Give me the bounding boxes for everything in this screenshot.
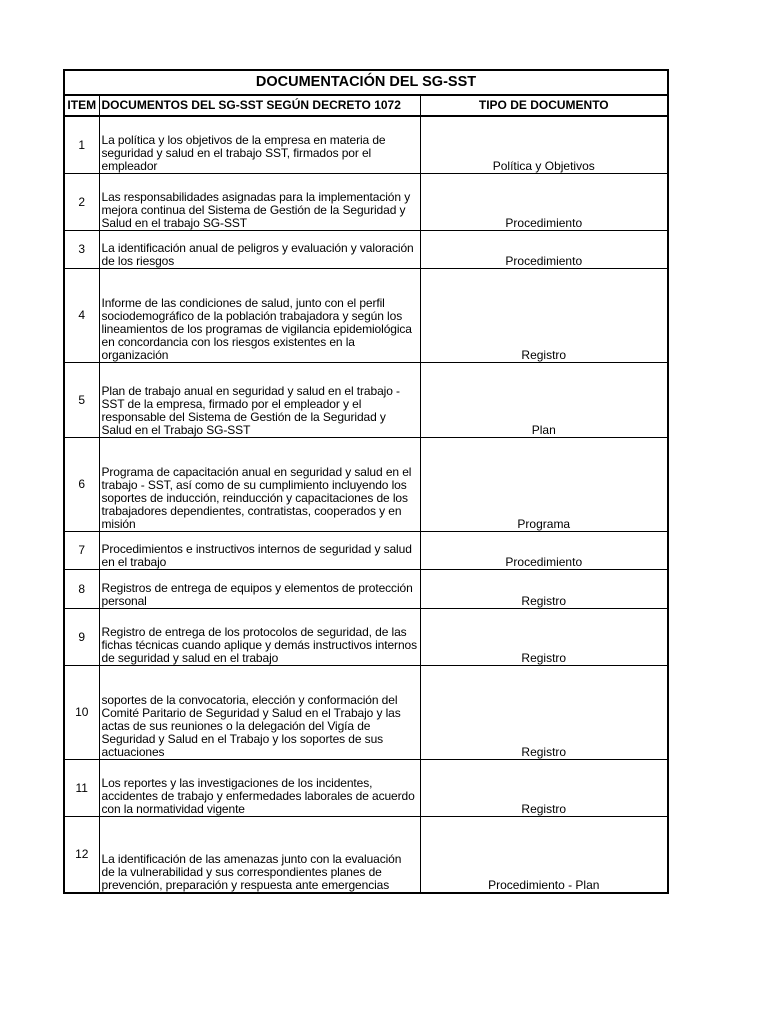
row-document-type: Procedimiento - Plan xyxy=(420,817,668,894)
table-row xyxy=(64,760,668,817)
row-description: Informe de las condiciones de salud, junto con el perfil sociodemográfico de la población trabajadora y según los lineamientos de los programas de vigilancia epidemiológica en concordancia con los riesgos existentes en la organización xyxy=(99,269,420,363)
row-description: Los reportes y las investigaciones de los incidentes, accidentes de trabajo y enfermedades laborales de acuerdo con la normatividad vigente xyxy=(99,760,420,817)
column-header-type: TIPO DE DOCUMENTO xyxy=(420,95,668,116)
row-document-type: Política y Objetivos xyxy=(420,116,668,174)
row-item-number: 7 xyxy=(64,532,99,570)
row-document-type: Procedimiento xyxy=(420,231,668,269)
table-row xyxy=(64,666,668,760)
row-description: La identificación de las amenazas junto con la evaluación de la vulnerabilidad y sus correspondientes planes de prevención, preparación y respuesta ante emergencias xyxy=(99,817,420,894)
row-description: Registros de entrega de equipos y elementos de protección personal xyxy=(99,570,420,609)
row-document-type: Procedimiento xyxy=(420,174,668,231)
row-item-number: 10 xyxy=(64,666,99,760)
row-item-number: 2 xyxy=(64,174,99,231)
table-title: DOCUMENTACIÓN DEL SG-SST xyxy=(64,70,668,95)
row-description: La identificación anual de peligros y evaluación y valoración de los riesgos xyxy=(99,231,420,269)
row-document-type: Registro xyxy=(420,666,668,760)
documentation-table xyxy=(63,69,669,894)
row-description: Registro de entrega de los protocolos de seguridad, de las fichas técnicas cuando aplique y demás instructivos internos de seguridad y salud en el trabajo xyxy=(99,609,420,666)
table-row xyxy=(64,570,668,609)
row-item-number: 3 xyxy=(64,231,99,269)
row-document-type: Registro xyxy=(420,609,668,666)
row-description: Plan de trabajo anual en seguridad y salud en el trabajo - SST de la empresa, firmado por el empleador y el responsable del Sistema de Gestión de la Seguridad y Salud en el Trabajo SG-SST xyxy=(99,363,420,438)
table-row xyxy=(64,817,668,894)
row-item-number: 5 xyxy=(64,363,99,438)
column-header-item: ITEM xyxy=(64,95,99,116)
row-item-number: 11 xyxy=(64,760,99,817)
row-item-number: 1 xyxy=(64,116,99,174)
row-document-type: Procedimiento xyxy=(420,532,668,570)
table-row xyxy=(64,174,668,231)
row-document-type: Registro xyxy=(420,269,668,363)
row-description: Las responsabilidades asignadas para la implementación y mejora continua del Sistema de Gestión de la Seguridad y Salud en el trabajo SG-SST xyxy=(99,174,420,231)
row-description: soportes de la convocatoria, elección y conformación del Comité Paritario de Seguridad y Salud en el Trabajo y las actas de sus reuniones o la delegación del Vigía de Seguridad y Salud en el Trabajo y los soportes de sus actuaciones xyxy=(99,666,420,760)
title-row xyxy=(64,70,668,95)
table-row xyxy=(64,231,668,269)
column-header-description: DOCUMENTOS DEL SG-SST SEGÚN DECRETO 1072 xyxy=(99,95,420,116)
row-description: La política y los objetivos de la empresa en materia de seguridad y salud en el trabajo SST, firmados por el empleador xyxy=(99,116,420,174)
table-row xyxy=(64,438,668,532)
row-document-type: Registro xyxy=(420,760,668,817)
row-item-number: 6 xyxy=(64,438,99,532)
table-row xyxy=(64,116,668,174)
row-document-type: Programa xyxy=(420,438,668,532)
header-row xyxy=(64,95,668,116)
row-item-number: 8 xyxy=(64,570,99,609)
row-item-number: 4 xyxy=(64,269,99,363)
row-description: Programa de capacitación anual en seguridad y salud en el trabajo - SST, así como de su cumplimiento incluyendo los soportes de inducción, reinducción y capacitaciones de los trabajadores dependientes, contratistas, cooperados y en misión xyxy=(99,438,420,532)
table-row xyxy=(64,363,668,438)
row-description: Procedimientos e instructivos internos de seguridad y salud en el trabajo xyxy=(99,532,420,570)
row-document-type: Plan xyxy=(420,363,668,438)
row-document-type: Registro xyxy=(420,570,668,609)
row-item-number: 9 xyxy=(64,609,99,666)
table-row xyxy=(64,609,668,666)
table-row xyxy=(64,269,668,363)
table-row xyxy=(64,532,668,570)
row-item-number: 12 xyxy=(64,817,99,894)
